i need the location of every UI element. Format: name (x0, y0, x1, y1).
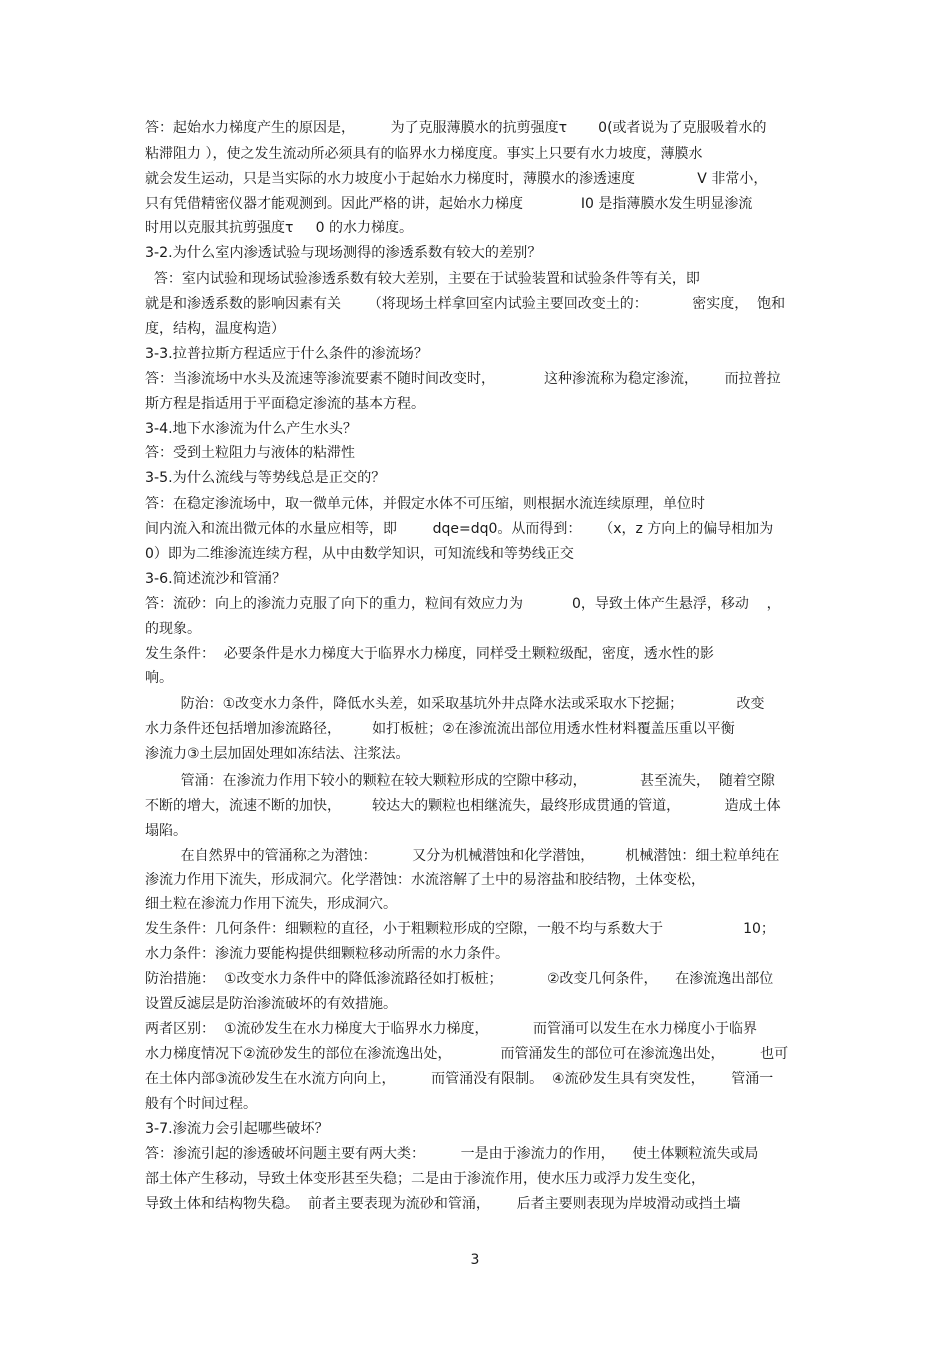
text-line: 发生条件：几何条件：细颗粒的直径，小于粗颗粒形成的空隙，一般不均与系数大于 10； (145, 921, 775, 937)
text-line: 般有个时间过程。 (145, 1096, 257, 1112)
text-line: 水力条件还包括增加渗流路径， 如打板桩；②在渗流流出部位用透水性材料覆盖压重以平衡 (145, 721, 735, 737)
text-line: 防治措施： ①改变水力条件中的降低渗流路径如打板桩； ②改变几何条件， 在渗流逸出部位 (145, 971, 774, 987)
text-line: 设置反滤层是防治渗流破坏的有效措施。 (145, 996, 397, 1012)
text-line: 不断的增大，流速不断的加快， 较达大的颗粒也相继流失，最终形成贯通的管道， 造成土体 (145, 798, 781, 814)
text-line: 管涌：在渗流力作用下较小的颗粒在较大颗粒形成的空隙中移动， 甚至流失， 随着空隙 (145, 773, 775, 789)
text-line: 在土体内部③流砂发生在水流方向向上， 而管涌没有限制。 ④流砂发生具有突发性， 管涌一 (145, 1071, 774, 1087)
text-line: 塌陷。 (145, 823, 187, 839)
question-heading: 3-5.为什么流线与等势线总是正交的？ (145, 470, 386, 486)
text-line: 水力梯度情况下②流砂发生的部位在渗流逸出处， 而管涌发生的部位可在渗流逸出处， 也可 (145, 1046, 789, 1062)
question-heading: 3-3.拉普拉斯方程适应于什么条件的渗流场？ (145, 346, 429, 362)
text-line: 粘滞阻力 ），使之发生流动所必须具有的临界水力梯度度。事实上只要有水力坡度，薄膜水 (145, 146, 703, 162)
text-line: 只有凭借精密仪器才能观测到。因此严格的讲，起始水力梯度 I0 是指薄膜水发生明显渗流 (145, 196, 753, 212)
question-heading: 3-6.简述流沙和管涌？ (145, 571, 287, 587)
text-line: 渗流力作用下流失，形成洞穴。化学潜蚀：水流溶解了土中的易溶盐和胶结物，土体变松， (145, 872, 705, 888)
text-line: 在自然界中的管涌称之为潜蚀： 又分为机械潜蚀和化学潜蚀， 机械潜蚀：细土粒单纯在 (145, 848, 780, 864)
text-line: 答：受到土粒阻力与液体的粘滞性 (145, 445, 355, 461)
text-line: 就是和渗透系数的影响因素有关 （将现场土样拿回室内试验主要回改变土的： 密实度， 饱和 (145, 296, 786, 312)
page-number: 3 (470, 1252, 480, 1268)
text-line: 发生条件： 必要条件是水力梯度大于临界水力梯度，同样受土颗粒级配，密度，透水性的影 (145, 646, 714, 662)
text-line: 0）即为二维渗流连续方程，从中由数学知识，可知流线和等势线正交 (145, 546, 574, 562)
text-line: 两者区别： ①流砂发生在水力梯度大于临界水力梯度， 而管涌可以发生在水力梯度小于临界 (145, 1021, 757, 1037)
question-heading: 3-7.渗流力会引起哪些破坏？ (145, 1121, 329, 1137)
text-line: 答：当渗流场中水头及流速等渗流要素不随时间改变时， 这种渗流称为稳定渗流， 而拉普拉 (145, 371, 781, 387)
text-line: 防治：①改变水力条件，降低水头差，如采取基坑外井点降水法或采取水下挖掘； 改变 (145, 696, 765, 712)
text-line: 答：在稳定渗流场中，取一微单元体，并假定水体不可压缩，则根据水流连续原理，单位时 (145, 496, 705, 512)
text-line: 响。 (145, 670, 173, 686)
question-heading: 3-2.为什么室内渗透试验与现场测得的渗透系数有较大的差别？ (145, 245, 542, 261)
text-line: 的现象。 (145, 621, 201, 637)
text-line: 度，结构，温度构造） (145, 321, 285, 337)
text-line: 时用以克服其抗剪强度τ 0 的水力梯度。 (145, 220, 414, 236)
text-line: 部土体产生移动，导致土体变形甚至失稳；二是由于渗流作用，使水压力或浮力发生变化， (145, 1171, 705, 1187)
text-line: 答：室内试验和现场试验渗透系数有较大差别，主要在于试验装置和试验条件等有关，即 (145, 271, 700, 287)
text-line: 水力条件：渗流力要能构提供细颗粒移动所需的水力条件。 (145, 946, 509, 962)
text-line: 细土粒在渗流力作用下流失，形成洞穴。 (145, 896, 397, 912)
text-line: 渗流力③土层加固处理如冻结法、注浆法。 (145, 746, 410, 762)
text-line: 答：起始水力梯度产生的原因是， 为了克服薄膜水的抗剪强度τ 0(或者说为了克服吸着水的 (145, 120, 767, 136)
text-line: 答：流砂：向上的渗流力克服了向下的重力，粒间有效应力为 0，导致土体产生悬浮，移动 ， (145, 596, 781, 612)
question-heading: 3-4.地下水渗流为什么产生水头？ (145, 421, 358, 437)
text-line: 间内流入和流出微元体的水量应相等，即 dqe=dq0。从而得到： （x，z 方向上的偏导相加为 (145, 521, 774, 537)
text-line: 斯方程是指适用于平面稳定渗流的基本方程。 (145, 396, 425, 412)
text-line: 答：渗流引起的渗透破坏问题主要有两大类： 一是由于渗流力的作用， 使土体颗粒流失或局 (145, 1146, 759, 1162)
text-line: 就会发生运动，只是当实际的水力坡度小于起始水力梯度时，薄膜水的渗透速度 V 非常小， (145, 171, 768, 187)
text-line: 导致土体和结构物失稳。 前者主要表现为流砂和管涌， 后者主要则表现为岸坡滑动或挡土墙 (145, 1196, 741, 1212)
